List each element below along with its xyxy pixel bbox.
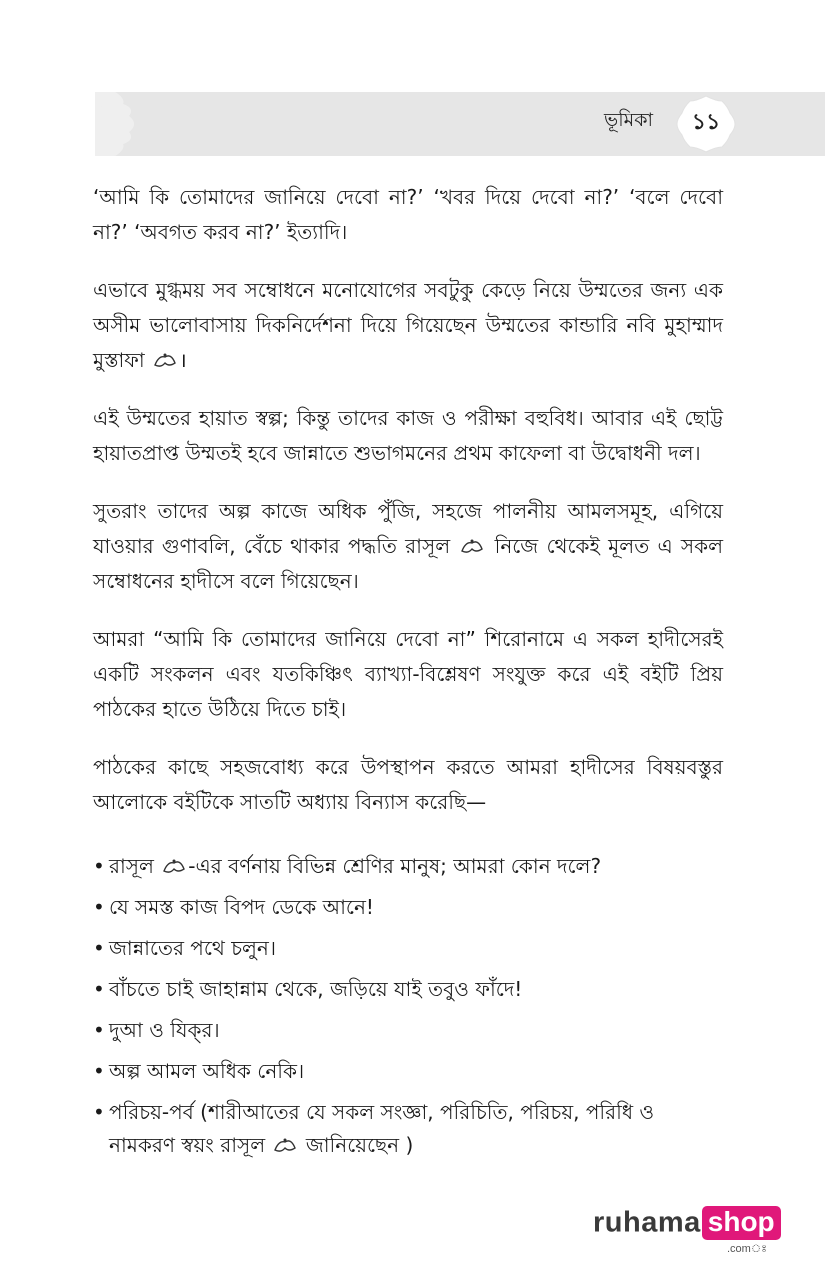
paragraph-6: পাঠকের কাছে সহজবোধ্য করে উপস্থাপন করতে আমরা হাদীসের বিষয়বস্তুর আলোকে বইটিকে সাতটি অধ্যায় বিন্যাস করেছি— [93, 755, 723, 814]
list-item [93, 1014, 723, 1047]
list-item-text-b: -এর বর্ণনায় বিভিন্ন শ্রেণির মানুষ; আমরা কোন দলে? [188, 854, 602, 878]
logo-domain: .comঃ [727, 1243, 768, 1255]
salawat-glyph-icon [153, 351, 177, 369]
salawat-glyph-icon [273, 1136, 297, 1154]
list-item [93, 1096, 723, 1162]
section-title: ভূমিকা [604, 109, 653, 131]
list-item-text-b: জানিয়েছেন ) [305, 1133, 414, 1157]
list-item [93, 850, 723, 883]
bullet: • [93, 1059, 105, 1083]
list-item [93, 891, 723, 924]
list-item-text: বাঁচতে চাই জাহান্নাম থেকে, জড়িয়ে যাই তবুও ফাঁদে! [109, 977, 523, 1001]
list-item [93, 973, 723, 1006]
bullet: • [93, 1100, 105, 1124]
page-number: ১১ [691, 110, 721, 135]
paragraph-2: এভাবে মুগ্ধময় সব সম্বোধনে মনোযোগের সবটুকু কেড়ে নিয়ে উম্মতের জন্য এক অসীম ভালোবাসায় দিকনির্দেশনা দিয়ে গিয়েছেন উম্মতের কান্ডারি নবি মুহাম্মাদ মুস্তাফা । [93, 278, 723, 372]
logo-main: ruhama [593, 1206, 701, 1239]
list-item-text: দুআ ও যিক্‌র। [109, 1018, 220, 1042]
bullet: • [93, 854, 105, 878]
paragraph-5: আমরা “আমি কি তোমাদের জানিয়ে দেবো না” শিরোনামে এ সকল হাদীসেরই একটি সংকলন এবং যতকিঞ্চিৎ ব্যাখ্যা-বিশ্লেষণ সংযুক্ত করে এই বইটি প্রিয় পাঠকের হাতে উঠিয়ে দিতে চাই। [93, 627, 723, 721]
list-item-text-a: পরিচয়-পর্ব (শারীআতের যে সকল সংজ্ঞা, পরিচিতি, পরিচয়, পরিধি ও নামকরণ স্বয়ং রাসূল [109, 1100, 655, 1157]
paragraph-4-text-a: সুতরাং তাদের অল্প কাজে অধিক পুঁজি, সহজে পালনীয় আমলসমূহ, এগিয়ে যাওয়ার গুণাবলি, বেঁচে থাকার পদ্ধতি রাসূল [93, 499, 723, 558]
ruhamashop-logo [593, 1206, 781, 1255]
page-body [93, 180, 723, 1170]
paragraph-2-text: এভাবে মুগ্ধময় সব সম্বোধনে মনোযোগের সবটুকু কেড়ে নিয়ে উম্মতের জন্য এক অসীম ভালোবাসায় দিকনির্দেশনা দিয়ে গিয়েছেন উম্মতের কান্ডারি নবি মুহাম্মাদ মুস্তাফা [93, 278, 723, 372]
chapter-list [93, 850, 723, 1162]
bullet: • [93, 1018, 105, 1042]
paragraph-4-text-b: নিজে থেকেই মূলত এ সকল সম্বোধনের হাদীসে বলে গিয়েছেন। [93, 534, 724, 593]
paragraph-3: এই উম্মতের হায়াত স্বল্প; কিন্তু তাদের কাজ ও পরীক্ষা বহুবিধ। আবার এই ছোট্ট হায়াতপ্রাপ্ত উম্মতই হবে জান্নাতে শুভাগমনের প্রথম কাফেলা বা উদ্বোধনী দল। [93, 406, 723, 465]
salawat-glyph-icon [162, 857, 186, 875]
bullet: • [93, 936, 105, 960]
logo-shop: shop [702, 1206, 781, 1240]
list-item [93, 932, 723, 965]
list-item [93, 1055, 723, 1088]
bullet: • [93, 977, 105, 1001]
paragraph-4 [93, 494, 723, 599]
salawat-glyph-icon [460, 537, 484, 555]
list-item-text-a: রাসূল [109, 854, 154, 878]
list-item-text: জান্নাতের পথে চলুন। [109, 936, 277, 960]
list-item-text: অল্প আমল অধিক নেকি। [109, 1059, 305, 1083]
paragraph-1: ‘আমি কি তোমাদের জানিয়ে দেবো না?’ ‘খবর দিয়ে দেবো না?’ ‘বলে দেবো না?’ ‘অবগত করব না?’ ইত্যাদি। [93, 185, 723, 244]
list-item-text: যে সমস্ত কাজ বিপদ ডেকে আনে! [109, 895, 374, 919]
bullet: • [93, 895, 105, 919]
